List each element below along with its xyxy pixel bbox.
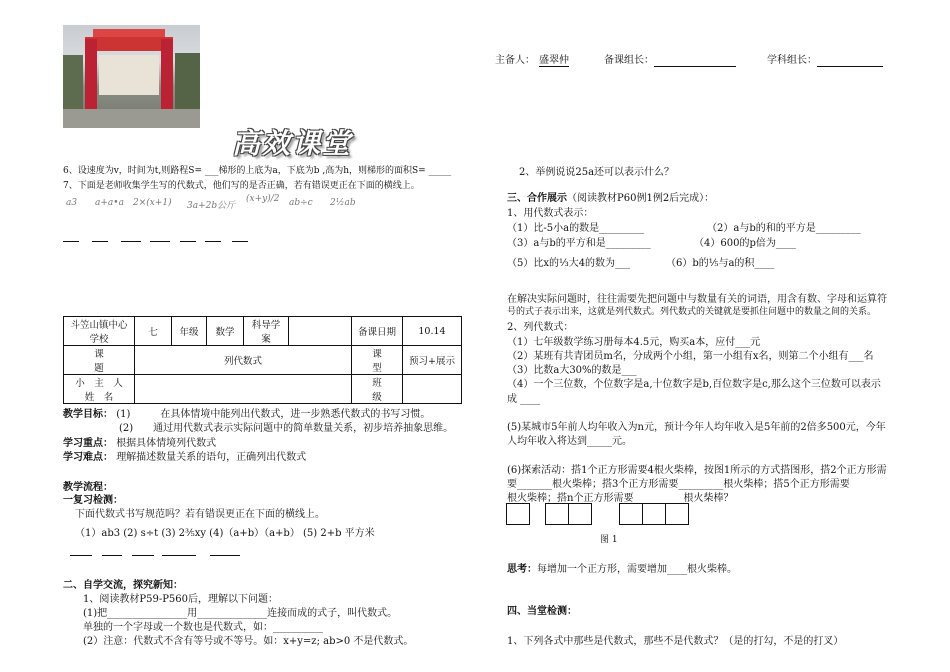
answer-line[interactable] bbox=[162, 555, 196, 556]
section-2-item-1: 1、阅读教材P59-P560后，理解以下问题： bbox=[83, 594, 279, 605]
presenter-cell[interactable] bbox=[135, 375, 352, 404]
section-4-title: 四、当堂检测： bbox=[507, 606, 577, 617]
lesson-info-table bbox=[63, 316, 462, 404]
lesson-type-label-cell: 课 型 bbox=[352, 346, 403, 375]
match-square bbox=[568, 503, 592, 525]
question-6: 6、设速度为v，时间为t,则路程S= ___梯形的上底为a，下底为b ,高为h，则梯形的面积S= _____ bbox=[63, 166, 452, 176]
expr-2: a+a•a bbox=[95, 198, 124, 208]
topic-label-cell: 课 题 bbox=[64, 346, 135, 375]
problem-5a: (5)某城市5年前人均年收入为n元，预计今年人均年收入是5年前的2倍多500元，今年 bbox=[507, 422, 886, 433]
problem-3: （3）比数a大30%的数是___ bbox=[507, 365, 637, 376]
expr-6: ab÷c bbox=[289, 198, 313, 208]
answer-line[interactable] bbox=[232, 241, 248, 242]
row-3b: （6）b的⅕与a的积____ bbox=[666, 258, 775, 269]
answer-line[interactable] bbox=[63, 241, 79, 242]
flow-title: 教学流程： bbox=[63, 482, 113, 493]
answer-line[interactable] bbox=[102, 555, 122, 556]
key-point: 学习重点： 根据具体情境列代数式 bbox=[63, 438, 217, 449]
prep-date-cell: 10.14 bbox=[403, 317, 462, 346]
section-2-item-1b: 单独的一个字母或一个数也是代数式，如：__________ bbox=[83, 622, 323, 633]
blank-cell bbox=[289, 317, 352, 346]
question-7: 7、下面是老师收集学生写的代数式，他们写的是否正确，若有错误更正在下面的横线上。 bbox=[63, 181, 420, 191]
review-items: （1）ab3 (2) s÷t (3) 2⅗xy (4)（a+b）（a+b） (5) 2+b 平方米 bbox=[75, 528, 375, 539]
problem-2: （2）某班有共青团员m名，分成两个小组，第一小组有x名，则第二个小组有___名 bbox=[507, 351, 874, 362]
grade-cell: 七 bbox=[135, 317, 172, 346]
section-3-title: 三、合作展示（阅读教材P60例1例2后完成）： bbox=[507, 193, 715, 204]
match-square bbox=[665, 503, 689, 525]
problem-5b: 人均年收入将达到_____元。 bbox=[507, 436, 632, 447]
type-cell: 科导学案 bbox=[244, 317, 289, 346]
section-2-title: 二、自学交流，探究新知： bbox=[63, 580, 183, 591]
think-question: 思考：每增加一个正方形，需要增加____根火柴棒。 bbox=[507, 564, 737, 575]
teaching-goals: 教学目标： (1) 在具体情境中能列出代数式，进一步熟悉代数式的书写习惯。 bbox=[63, 409, 431, 420]
expr-3: 2×(x+1) bbox=[133, 198, 172, 208]
row-1b: （2）a与b的和的平方是_________ bbox=[707, 223, 861, 234]
subject-leader-label: 学科组长： bbox=[767, 51, 883, 67]
match-square bbox=[506, 503, 530, 525]
answer-line[interactable] bbox=[121, 241, 141, 242]
expr-1: a3 bbox=[66, 198, 78, 208]
section-4-item-1: 1、下列各式中那些是代数式，那些不是代数式？（是的打勾，不是的打叉） bbox=[507, 636, 844, 647]
section-3-item-1: 1、用代数式表示： bbox=[507, 208, 594, 219]
lesson-type-cell: 预习+展示 bbox=[403, 346, 462, 375]
school-gate-photo bbox=[63, 25, 200, 128]
class-cell[interactable] bbox=[403, 375, 462, 404]
expr-5: (x+y)/2 bbox=[246, 194, 280, 204]
answer-line[interactable] bbox=[92, 241, 108, 242]
section-2-item-2: (2）注意：代数式不含有等号或不等号。如：x+y=z; ab>0 不是代数式。 bbox=[83, 636, 414, 647]
grade-label-cell: 年级 bbox=[172, 317, 207, 346]
answer-line[interactable] bbox=[180, 241, 196, 242]
match-square bbox=[619, 503, 643, 525]
preparer-name: 盛翠仲 bbox=[539, 51, 569, 67]
class-label-cell: 班 级 bbox=[352, 375, 403, 404]
figure-caption: 图 1 bbox=[600, 535, 618, 545]
wordart-title: 高效课堂 bbox=[232, 127, 353, 160]
group-leader-label: 备课组长： bbox=[604, 51, 736, 67]
section-2-item-1a: (1)把________________用______________连接而成的式子，叫代数式。 bbox=[83, 608, 398, 619]
preparer-label: 主备人： bbox=[495, 55, 535, 66]
match-square bbox=[642, 503, 666, 525]
problem-6c: 根火柴棒；搭n个正方形需要__________根火柴棒？ bbox=[507, 493, 734, 504]
subject-cell: 数学 bbox=[207, 317, 244, 346]
answer-line[interactable] bbox=[132, 555, 154, 556]
school-cell: 斗笠山镇中心学校 bbox=[64, 317, 135, 346]
section-3-item-2: 2、列代数式： bbox=[507, 322, 574, 333]
topic-cell: 列代数式 bbox=[135, 346, 352, 375]
difficulty: 学习难点： 理解描述数量关系的语句，正确列出代数式 bbox=[63, 452, 307, 463]
expr-4: 3a+2b公斤 bbox=[187, 201, 236, 211]
paragraph-line-2: 号的式子表示出来，这就是列代数式。列代数式的关键就是要抓住问题中的数量之间的关系。 bbox=[507, 307, 877, 317]
teaching-goal-2: (2) 通过用代数式表示实际问题中的简单数量关系，初步培养抽象思维。 bbox=[119, 423, 454, 434]
expr-7: 2½ab bbox=[330, 198, 356, 208]
review-question: 下面代数式书写规范吗？若有错误更正在下面的横线上。 bbox=[75, 509, 325, 520]
match-square bbox=[545, 503, 569, 525]
presenter-label-cell: 小 主 人 姓 名 bbox=[64, 375, 135, 404]
answer-line[interactable] bbox=[150, 241, 170, 242]
problem-6a: (6)探索活动：搭1个正方形需要4根火柴棒，按图1所示的方式搭图形，搭2个正方形需 bbox=[507, 465, 887, 476]
row-2b: （4）600的p倍为____ bbox=[694, 238, 796, 249]
problem-6b: 要_______根火柴棒；搭3个正方形需要_________根火柴棒；搭5个正方形需要 bbox=[507, 479, 850, 490]
row-3a: （5）比x的⅓大4的数为___ bbox=[507, 258, 631, 269]
prep-date-label-cell: 备课日期 bbox=[352, 317, 403, 346]
review-title: 一复习检测： bbox=[63, 495, 123, 506]
paragraph-line-1: 在解决实际问题时，往往需要先把问题中与数量有关的词语，用含有数、字母和运算符 bbox=[507, 294, 887, 305]
row-2a: （3）a与b的平方和是_________ bbox=[507, 238, 651, 249]
problem-4a: （4）一个三位数，个位数字是a,十位数字是b,百位数字是c,那么这个三位数可以表示 bbox=[507, 379, 881, 390]
answer-line[interactable] bbox=[70, 555, 92, 556]
row-1a: （1）比-5小a的数是_________ bbox=[507, 223, 645, 234]
answer-line[interactable] bbox=[210, 555, 240, 556]
problem-4b: 成 ____ bbox=[507, 394, 541, 405]
question-2: 2、举例说说25a还可以表示什么？ bbox=[519, 167, 675, 178]
problem-1: （1）七年级数学练习册每本4.5元，购买a本，应付___元 bbox=[507, 337, 761, 348]
answer-line[interactable] bbox=[205, 241, 221, 242]
